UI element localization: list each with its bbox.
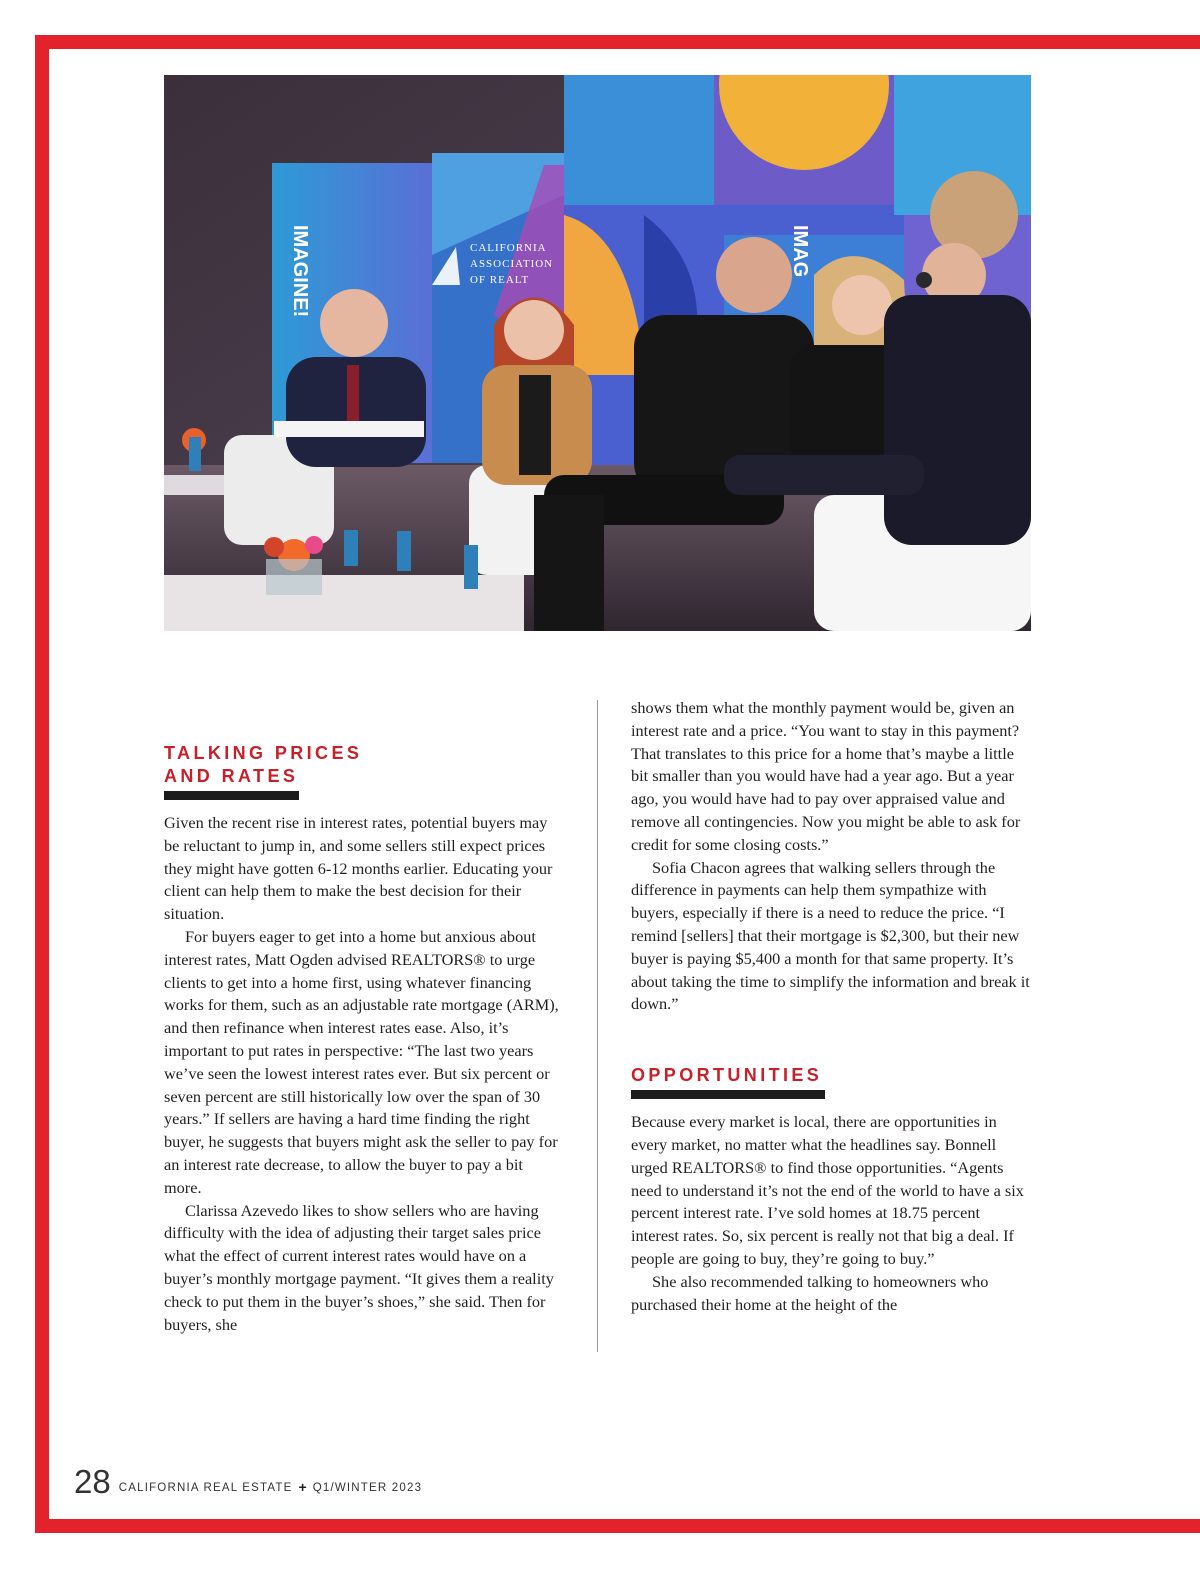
- paragraph: Sofia Chacon agrees that walking sellers through the difference in payments can help them sympathize with buyers, especially if there is a need to reduce the price. “I remind [sellers] that their mortgage is $2,300, but their new buyer is paying $5,400 a month for that same property. It’s about taking the time to simplify the information and break it down.”: [631, 857, 1030, 1014]
- sign-imagine-right: IMAG: [789, 225, 811, 278]
- article-column-right: [631, 697, 1031, 1316]
- paragraph: shows them what the monthly payment would be, given an interest rate and a price. “You want to stay in this payment? That translates to this price for a home that’s maybe a little bit smaller than you would have had a year ago. But a year ago, you would have had to pay over appraised value and remove all contingencies. Now you might be able to ask for credit for some closing costs.”: [631, 698, 1021, 854]
- sign-imagine: IMAGINE!: [289, 225, 311, 318]
- page-frame-bottom: [35, 1519, 1200, 1533]
- panel-photo: [164, 75, 1031, 631]
- heading-line-1: TALKING PRICES: [164, 743, 363, 763]
- paragraph: For buyers eager to get into a home but anxious about interest rates, Matt Ogden advised REALTORS® to urge clients to get into a home first, using whatever financing works for them, such as an adjustable rate mortgage (ARM), and then refinance when interest rates ease. Also, it’s important to put rates in perspective: “The last two years we’ve seen the lowest interest rates ever. But six percent or seven percent are still historically low over the span of 30 years.” If sellers are having a hard time finding the right buyer, he suggests that buyers might ask the seller to pay for an interest rate decrease, to allow the buyer to pay a bit more.: [164, 926, 559, 1197]
- page-number: 28: [74, 1463, 111, 1500]
- heading-opportunities: OPPORTUNITIES: [631, 1065, 823, 1086]
- sign-line-1: CALIFORNIA: [470, 242, 547, 254]
- publication-name: CALIFORNIA REAL ESTATE: [118, 1482, 293, 1494]
- page-frame-left: [35, 35, 49, 1533]
- column-divider: [597, 700, 598, 1352]
- paragraph: Because every market is local, there are opportunities in every market, no matter what the headlines say. Bonnell urged REALTORS® to find those opportunities. “Agents need to understand it’s not the end of the world to have a six percent interest rate. I’ve sold homes at 18.75 percent interest rates. So, six percent is really not that big a deal. If people are going to buy, they’re going to buy.”: [631, 1112, 1024, 1268]
- article-column-left: [164, 742, 564, 1336]
- plus-icon: +: [298, 1479, 307, 1495]
- paragraph: Given the recent rise in interest rates, potential buyers may be reluctant to jump in, and some sellers still expect prices they might have gotten 6-12 months earlier. Educating your client can help them to make the best decision for their situation.: [164, 813, 553, 924]
- sign-line-3: OF REALT: [470, 274, 530, 286]
- issue-label: Q1/WINTER 2023: [312, 1482, 423, 1494]
- paragraph: She also recommended talking to homeowners who purchased their home at the height of the: [631, 1271, 989, 1314]
- paragraph: Clarissa Azevedo likes to show sellers who are having difficulty with the idea of adjusting their target sales price what the effect of current interest rates would have on a buyer’s monthly mortgage payment. “It gives them a reality check to put them in the buyer’s shoes,” she said. Then for buyers, she: [164, 1200, 554, 1334]
- heading-underline-bar: [631, 1090, 825, 1099]
- heading-underline-bar: [164, 791, 299, 800]
- page-footer: [74, 1464, 422, 1498]
- heading-line-2: AND RATES: [164, 766, 299, 786]
- page-frame-top: [35, 35, 1200, 49]
- heading-talking-prices: [164, 742, 564, 788]
- sign-line-2: ASSOCIATION: [470, 258, 554, 270]
